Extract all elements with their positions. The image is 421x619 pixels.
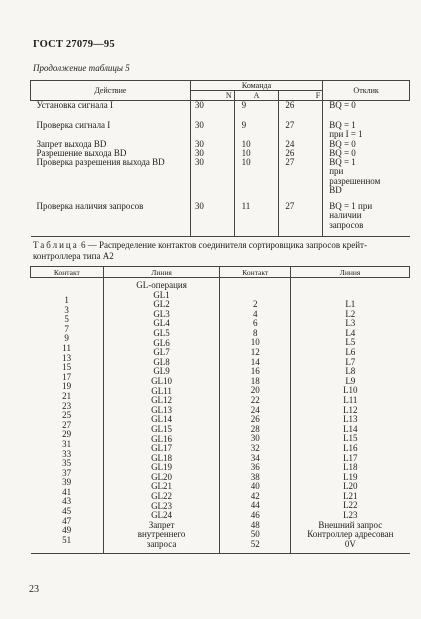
- col-header-contact-2: Контакт: [220, 267, 291, 278]
- table6-caption: [33, 240, 413, 262]
- cell-response: BQ = 1 при наличии запросов: [323, 202, 410, 236]
- contacts-odd: 1 3 5 7 9 11 13 15 17 19 21 23 25 27 29 31 33 35 37 39 41 43 45 47 49 51: [31, 278, 104, 554]
- lines-gl: GL-операция GL1 GL2 GL3 GL4 GL5 GL6 GL7 GL8 GL9 GL10 GL11 GL12 GL13 GL14 GL15 GL16 GL17 GL18 GL19 GL20 GL21 GL22 GL23 GL24 Запрет внутреннего запроса: [103, 278, 220, 554]
- table6-caption-label: Таблица: [33, 240, 79, 250]
- cell-a: 10: [234, 149, 279, 158]
- cell-f: 26: [279, 101, 323, 121]
- lines-l: L1 L2 L3 L4 L5 L6 L7 L8 L9 L10 L11 L12 L13 L14 L15 L16 L17 L18 L19 L20 L21 L22 L23 Внешний запрос Контроллер адресован 0V: [291, 278, 410, 554]
- cell-a: 10: [234, 158, 279, 202]
- col-header-command: Команда: [190, 81, 322, 91]
- table-5: [30, 80, 410, 237]
- cell-response: BQ = 1 при I = 1: [329, 119, 363, 139]
- cell-n: 30: [190, 101, 234, 121]
- cell-action: Установка сигнала I: [31, 101, 191, 121]
- cell-action: Разрешение выхода BD: [31, 149, 191, 158]
- cell-n: 30: [190, 149, 234, 158]
- table-row: [31, 121, 410, 140]
- cell-f: 27: [279, 202, 323, 236]
- cell-a: 9: [234, 101, 279, 121]
- col-header-contact-1: Контакт: [31, 267, 104, 278]
- col-header-f: F: [279, 91, 323, 101]
- col-header-n: N: [190, 91, 234, 101]
- table-row: [31, 158, 410, 202]
- col-header-line-1: Линия: [103, 267, 220, 278]
- page-number: 23: [29, 584, 39, 595]
- col-header-action: Действие: [31, 81, 191, 101]
- table6-caption-text: 6 — Распределение контактов соединителя сортировщика запросов крейт-контроллера типа A2: [33, 240, 367, 261]
- cell-n: 30: [190, 140, 234, 149]
- col-header-response: Отклик: [323, 81, 410, 101]
- cell-a: 11: [234, 202, 279, 236]
- cell-n: 30: [190, 158, 234, 202]
- cell-action: Проверка наличия запросов: [31, 202, 191, 236]
- cell-response: BQ = 0: [329, 147, 356, 158]
- cell-response: BQ = 0: [329, 100, 356, 110]
- cell-f: 27: [279, 121, 323, 140]
- col-header-line-2: Линия: [291, 267, 410, 278]
- cell-f: 24: [279, 140, 323, 149]
- contacts-even: 2 4 6 8 10 12 14 16 18 20 22 24 26 28 30 32 34 36 38 40 42 44 46 48 50 52: [220, 278, 291, 554]
- table-row: [31, 278, 410, 554]
- cell-f: 27: [279, 158, 323, 202]
- cell-action: Проверка разрешения выхода BD: [31, 158, 191, 202]
- document-title: ГОСТ 27079—95: [33, 39, 115, 50]
- table-row: [31, 101, 410, 121]
- cell-n: 30: [190, 121, 234, 140]
- cell-action: Проверка сигнала I: [31, 121, 191, 140]
- cell-action: Запрет выхода BD: [31, 140, 191, 149]
- cell-n: 30: [190, 202, 234, 236]
- table-row: [31, 202, 410, 236]
- cell-response: BQ = 1 при разрешенном BD: [329, 157, 381, 195]
- table-6: [30, 266, 410, 554]
- cell-a: 9: [234, 121, 279, 140]
- col-header-a: A: [234, 91, 279, 101]
- cell-f: 26: [279, 149, 323, 158]
- table5-continuation-label: Продолжение таблицы 5: [33, 63, 130, 73]
- cell-a: 10: [234, 140, 279, 149]
- cell-response: BQ = 0: [329, 138, 356, 149]
